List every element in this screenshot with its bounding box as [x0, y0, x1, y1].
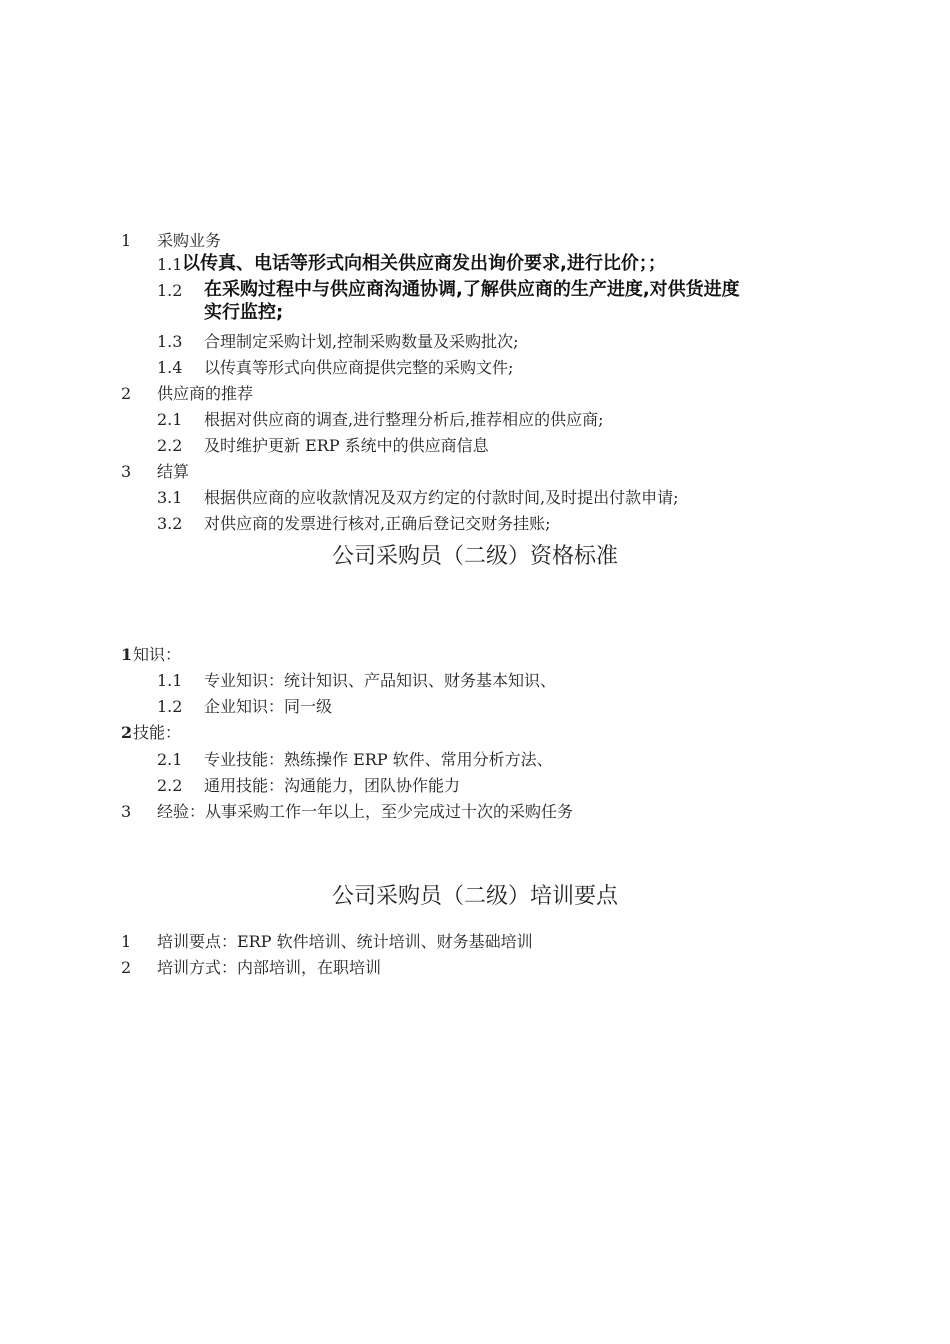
item-text: 专业技能：熟练操作 ERP 软件、常用分析方法、 — [204, 750, 553, 769]
item-text: 根据对供应商的调查,进行整理分析后,推荐相应的供应商; — [204, 410, 604, 429]
item-text: 及时维护更新 ERP 系统中的供应商信息 — [204, 436, 489, 455]
item-number: 2.1 — [157, 410, 183, 429]
item-text: 培训方式：内部培训，在职培训 — [157, 958, 382, 977]
item-text: 对供应商的发票进行核对,正确后登记交财务挂账; — [204, 514, 551, 533]
item-text: 技能： — [133, 723, 182, 742]
item-number: 1.3 — [157, 332, 183, 351]
item-number: 1 — [121, 645, 133, 664]
item-text: 知识： — [133, 645, 182, 664]
item-number: 3.1 — [157, 488, 183, 507]
section-heading-training: 公司采购员（二级）培训要点 — [331, 884, 618, 909]
item-number: 3.2 — [157, 514, 183, 533]
item-text: 以传真、电话等形式向相关供应商发出询价要求,进行比价；； — [182, 253, 666, 274]
item-number: 3 — [121, 462, 132, 481]
item-number: 2.2 — [157, 436, 183, 455]
item-number: 2 — [121, 384, 132, 403]
item-number: 1 — [121, 932, 132, 951]
item-text-continued: 实行监控; — [204, 302, 284, 323]
item-text: 结算 — [157, 462, 190, 481]
item-number: 1.1 — [157, 255, 183, 274]
item-number: 2 — [121, 723, 133, 742]
item-text: 根据供应商的应收款情况及双方约定的付款时间,及时提出付款申请; — [204, 488, 679, 507]
item-number: 1.4 — [157, 358, 183, 377]
item-text: 采购业务 — [157, 231, 222, 250]
item-text: 专业知识：统计知识、产品知识、财务基本知识、 — [204, 671, 557, 690]
item-text: 企业知识：同一级 — [204, 697, 333, 716]
item-number: 3 — [121, 802, 132, 821]
item-number: 2.2 — [157, 776, 183, 795]
item-number: 2.1 — [157, 750, 183, 769]
item-text: 合理制定采购计划,控制采购数量及采购批次; — [204, 332, 519, 351]
item-number: 1 — [121, 231, 132, 250]
section-heading-qualification: 公司采购员（二级）资格标准 — [331, 544, 618, 569]
item-text: 通用技能：沟通能力，团队协作能力 — [204, 776, 461, 795]
item-number: 1.2 — [157, 281, 183, 300]
item-text: 经验：从事采购工作一年以上，至少完成过十次的采购任务 — [157, 802, 574, 821]
item-text: 在采购过程中与供应商沟通协调,了解供应商的生产进度,对供货进度 — [204, 279, 740, 300]
item-text: 供应商的推荐 — [157, 384, 254, 403]
item-text: 培训要点：ERP 软件培训、统计培训、财务基础培训 — [157, 932, 533, 951]
item-number: 2 — [121, 958, 132, 977]
item-text: 以传真等形式向供应商提供完整的采购文件; — [204, 358, 514, 377]
item-number: 1.2 — [157, 697, 183, 716]
item-number: 1.1 — [157, 671, 183, 690]
